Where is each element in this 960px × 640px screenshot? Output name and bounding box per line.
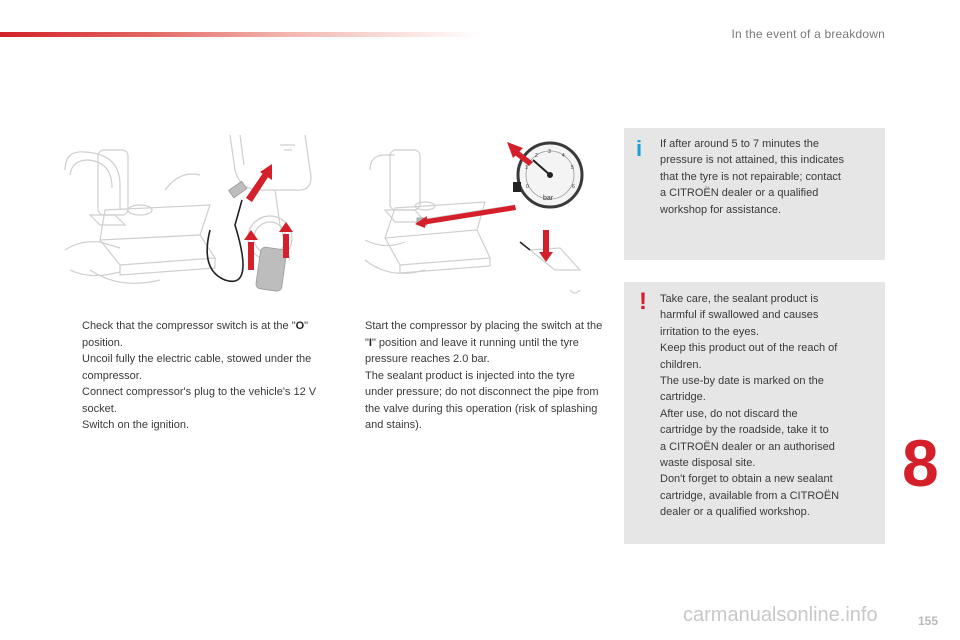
warning-box [624,282,885,544]
warning-icon: ! [639,288,647,315]
step-item: Connect compressor's plug to the vehicle's 12 V socket. [82,386,317,415]
info-box [624,128,885,260]
gauge-tick-label: 0 [526,184,529,190]
gauge-tick-label: 5 [571,165,574,171]
switch-position-label: I [368,336,372,349]
step-list-connect [60,318,322,434]
info-icon: i [636,136,643,161]
compressor-connection-illustration [60,130,320,305]
step-continuation: The sealant product is injected into the tyre under pressure; do not disconnect the pipe from the valve during this operation (risk of splashing and stains). [365,369,599,431]
page-number: 155 [917,614,938,628]
step-item: Start the compressor by placing the switch at the "I" position and leave it running until the tyre pressure reaches 2.0 bar. The sealant product is injected into the tyre under pressure; do not disconnect the pipe from the valve during this operation (risk of splashing and stains). [343,318,605,434]
gauge-tick-label: 3 [548,149,551,155]
step-item: Check that the compressor switch is at the "O" position. [82,320,309,349]
step-item: Uncoil fully the electric cable, stowed under the compressor. [82,353,312,382]
step-list-inflate [343,318,605,434]
switch-position-label: O [295,320,305,332]
info-box-text: If after around 5 to 7 minutes the pressure is not attained, this indicates that the tyre is not repairable; contact a CITROËN dealer or a qualified workshop for assistance. [660,138,845,216]
gauge-tick-label: 4 [562,153,565,159]
gauge-unit-label: bar [543,195,554,202]
gauge-tick-label: 1 [525,165,528,171]
warning-box-text: Take care, the sealant product is harmful if swallowed and causes irritation to the eyes. Keep this product out of the reach of children. The use-by date is marked on the cartridge. After use, do not discard the cartridge by the roadside, take it to a CITROËN dealer or an authorised waste disposal site. Don't forget to obtain a new sealant cartridge, available from a CITROËN dealer or a qualified workshop. [660,293,840,519]
chapter-number: 8 [902,426,939,500]
gauge-tick-label: 2 [535,153,538,159]
header-accent-bar [0,32,480,37]
step-item: Switch on the ignition. [82,419,190,431]
section-title: In the event of a breakdown [731,27,885,41]
watermark: carmanualsonline.info [683,604,878,626]
gauge-tick-label: 6 [572,184,575,190]
pressure-gauge-illustration [355,130,600,305]
